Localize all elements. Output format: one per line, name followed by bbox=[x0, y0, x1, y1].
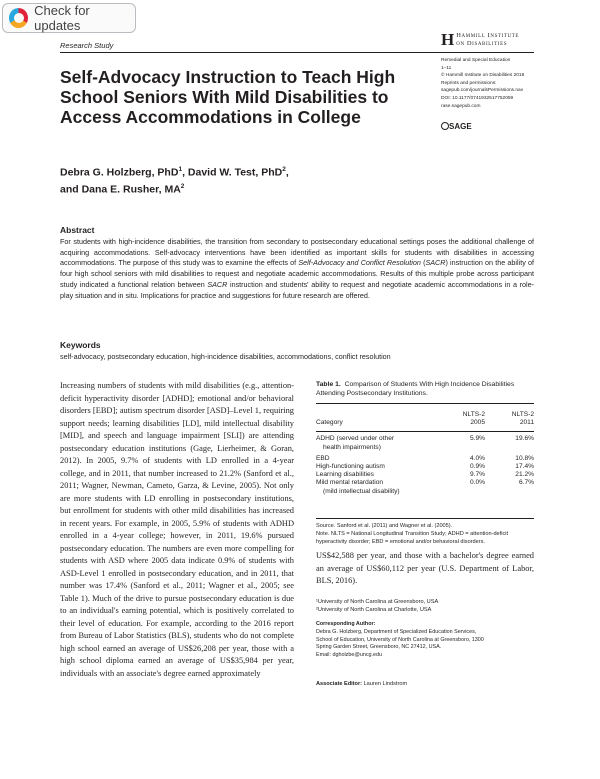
th-2011-b: 2011 bbox=[519, 419, 534, 427]
table-row bbox=[316, 479, 534, 487]
corr-line: Spring Garden Street, Greensboro, NC 27412, USA. bbox=[316, 644, 442, 651]
cell-v1 bbox=[436, 488, 485, 496]
cell-v2 bbox=[485, 488, 534, 496]
header-rule bbox=[60, 52, 534, 53]
corr-line: Debra G. Holzberg, Department of Specialized Education Services, bbox=[316, 628, 477, 635]
abstract-heading: Abstract bbox=[60, 225, 95, 235]
abstract-part-3: ) instruction on the ability of four high school seniors with mild disabilities to request and negotiate academic accommodations. Results of this multiple probe across participant study indicated a functional relation between bbox=[60, 258, 534, 289]
th-2011-a: NLTS-2 bbox=[511, 411, 534, 418]
cell-v1 bbox=[436, 444, 485, 452]
check-for-updates-badge[interactable] bbox=[2, 3, 136, 33]
meta-reprints: Reprints and permissions: bbox=[441, 80, 497, 86]
author-2-affil: 2 bbox=[282, 166, 286, 173]
ae-name: Lauren Lindstrom bbox=[362, 681, 408, 687]
table-source: Source. Sanford et al. (2011) and Wagner et al. (2005). bbox=[316, 523, 453, 529]
logo-line-1: Hammill Institute bbox=[456, 32, 520, 39]
keywords-heading: Keywords bbox=[60, 340, 101, 350]
corr-line: School of Education, University of North Carolina at Greensboro, 1300 bbox=[316, 636, 484, 643]
abstract-em-2: SACR bbox=[425, 258, 446, 268]
cell-cat: (mild intellectual disability) bbox=[323, 487, 400, 495]
cell-v2: 17.4% bbox=[515, 463, 534, 471]
cell-v2 bbox=[485, 444, 534, 452]
th-2005-a: NLTS-2 bbox=[462, 411, 485, 418]
author-1-affil: 1 bbox=[178, 166, 183, 173]
abstract-em-1: Self-Advocacy and Conflict Resolution bbox=[298, 258, 421, 268]
body-column-1: Increasing numbers of students with mild disabilities (e.g., attention-deficit hyperactivity disorder [ADHD]; emotional and/or behavioral disorders [EBD]; autism spectrum disorder [ASD]–Level 1, requiring support needs; learning disabilities [LD], mild intellectual disability [MID], and speech and language impairment [SLI]) are attending postsecondary education institutions (Gage, Lierheimer, & Goran, 2012). In 2005, 9.7% of students with LD enrolled in a 4-year college, and in 2011, that number increased to 21.2% (Sanford et al., 2011; Wagner, Newman, Cameto, Garza, & Levine, 2005). Not only are more students with LD enrolling in postsecondary institutions, but enrollment for students with other mild disabilities has increased in recent years. For example, in 2005, 5.9% of students with ADHD enrolled in a 4-year college; however, in 2011, 19.6% pursued postsecondary education. The numbers are even more compelling for students with ASD where 2005 data indicate 0.9% of students with ASD-Level 1 enrolled in postsecondary education, and in 2011, that number was 17.4% (Sanford et al., 2011; Wagner et al., 2005; see Table 1). Much of the drive to pursue postsecondary education is due to an individual's earning potential, which is positively correlated to their level of education. For example, according to the 2016 report from Bureau of Labor Statistics (BLS), students who do not complete high school earned an average of US$26,208 per year, those with a high school diploma earned an average of US$35,984 per year, individuals with an associate's degree earned approximately bbox=[60, 381, 294, 678]
corresponding-heading: Corresponding Author: bbox=[316, 621, 376, 627]
crossmark-icon bbox=[9, 8, 28, 28]
cell-cat: Mild mental retardation bbox=[316, 479, 384, 487]
cell-cat: ADHD (served under other bbox=[316, 435, 395, 443]
th-category: Category bbox=[316, 419, 343, 427]
cell-v2: 21.2% bbox=[515, 471, 534, 479]
table-bottom-rule bbox=[316, 518, 534, 519]
journal-meta bbox=[441, 57, 524, 110]
article-title: Self-Advocacy Instruction to Teach High School Seniors With Mild Disabilities to Access Accommodations in College bbox=[60, 67, 396, 127]
author-3-affil: 2 bbox=[180, 182, 185, 190]
th-2005 bbox=[436, 411, 485, 427]
cell-v2: 6.7% bbox=[518, 479, 534, 487]
affiliation-1: ¹University of North Carolina at Greensboro, USA bbox=[316, 599, 439, 605]
ae-label: Associate Editor: bbox=[316, 681, 363, 687]
associate-editor bbox=[316, 681, 407, 687]
author-3: and Dana E. Rusher, MA bbox=[60, 183, 181, 195]
th-2011 bbox=[485, 411, 534, 427]
table-note: Note. NLTS = National Longitudinal Transition Study; ADHD = attention-deficit hyperactivity disorder; EBD = emotional and/or behavioral disorders. bbox=[316, 530, 509, 545]
affiliation-2: ²University of North Carolina at Charlotte, USA bbox=[316, 606, 432, 613]
table-row bbox=[316, 471, 534, 479]
author-1: Debra G. Holzberg, PhD bbox=[60, 166, 179, 179]
corr-email[interactable]: Email: dgholzbe@uncg.edu bbox=[316, 652, 383, 659]
th-2005-b: 2005 bbox=[470, 419, 485, 427]
author-2: , David W. Test, PhD bbox=[182, 166, 283, 179]
abstract-part-4: instruction and students' ability to request and negotiate academic accommodations in a role-play situation and in situ. Implications for practice and suggestions for future research are offered. bbox=[60, 279, 534, 300]
author-sep: , bbox=[285, 166, 289, 179]
table-top-rule bbox=[316, 403, 534, 404]
logo-line-2: on Disabilities bbox=[456, 40, 508, 47]
abstract-text bbox=[60, 237, 534, 301]
meta-doi[interactable]: DOI: 10.1177/0741932517752059 bbox=[441, 95, 514, 101]
cell-v1: 4.0% bbox=[469, 454, 485, 462]
body-column-2: US$42,588 per year, and those with a bachelor's degree earned an average of US$60,112 per year (U.S. Department of Labor, BLS, 2016). bbox=[316, 551, 534, 585]
badge-label: Check for updates bbox=[34, 3, 90, 33]
cell-cat: EBD bbox=[316, 454, 330, 462]
cell-v1: 0.9% bbox=[469, 463, 485, 471]
meta-journal-name: Remedial and Special Education bbox=[441, 58, 511, 63]
article-type: Research Study bbox=[60, 41, 114, 50]
table-1-notes bbox=[316, 523, 534, 546]
cell-v1: 5.9% bbox=[469, 435, 485, 443]
journal-logo bbox=[441, 32, 519, 48]
cell-cat: High-functioning autism bbox=[316, 463, 385, 471]
author-list bbox=[60, 163, 390, 196]
table-header-row bbox=[316, 411, 534, 427]
meta-copyright: © Hammill Institute on Disabilities 2018 bbox=[441, 73, 525, 79]
cell-cat: health impairments) bbox=[323, 443, 381, 451]
table-row bbox=[316, 452, 534, 463]
table-row bbox=[316, 444, 534, 452]
table-row bbox=[316, 435, 534, 443]
cell-v1: 9.7% bbox=[469, 471, 485, 479]
cell-v1: 0.0% bbox=[469, 479, 485, 487]
affiliations bbox=[316, 599, 534, 615]
sage-circle-icon bbox=[441, 122, 449, 130]
abstract-part-1: For students with high-incidence disabilities, the transition from secondary to postsecondary educational settings poses the additional challenge of acquiring accommodations. Self-advocacy interventions have been identified as important skills for students with disabilities in accessing accommodations. The purpose of this study was to examine the effects of bbox=[60, 237, 534, 268]
table-row bbox=[316, 488, 534, 496]
table-1 bbox=[316, 411, 534, 496]
meta-journal-url[interactable]: rase.sagepub.com bbox=[441, 103, 481, 109]
cell-v2: 10.8% bbox=[515, 454, 534, 462]
hammill-logo-icon: H bbox=[441, 30, 455, 49]
table-1-label: Table 1. bbox=[316, 381, 341, 388]
table-row bbox=[316, 463, 534, 471]
cell-v2: 19.6% bbox=[515, 435, 534, 443]
abstract-em-3: SACR bbox=[207, 279, 228, 289]
meta-permissions-link[interactable]: sagepub.com/journalsPermissions.nav bbox=[441, 88, 524, 94]
cell-cat: Learning disabilities bbox=[316, 471, 374, 479]
table-1-caption-text: Comparison of Students With High Incidence Disabilities Attending Postsecondary Institutions. bbox=[316, 381, 515, 397]
table-1-caption bbox=[316, 380, 534, 398]
publisher-name: SAGE bbox=[449, 122, 472, 131]
meta-pages: 1–11 bbox=[441, 65, 452, 71]
abstract-part-2: ( bbox=[420, 258, 426, 268]
keywords-text: self-advocacy, postsecondary education, high-incidence disabilities, accommodations, conflict resolution bbox=[60, 352, 391, 361]
corresponding-author bbox=[316, 621, 534, 660]
sage-logo bbox=[441, 122, 472, 131]
